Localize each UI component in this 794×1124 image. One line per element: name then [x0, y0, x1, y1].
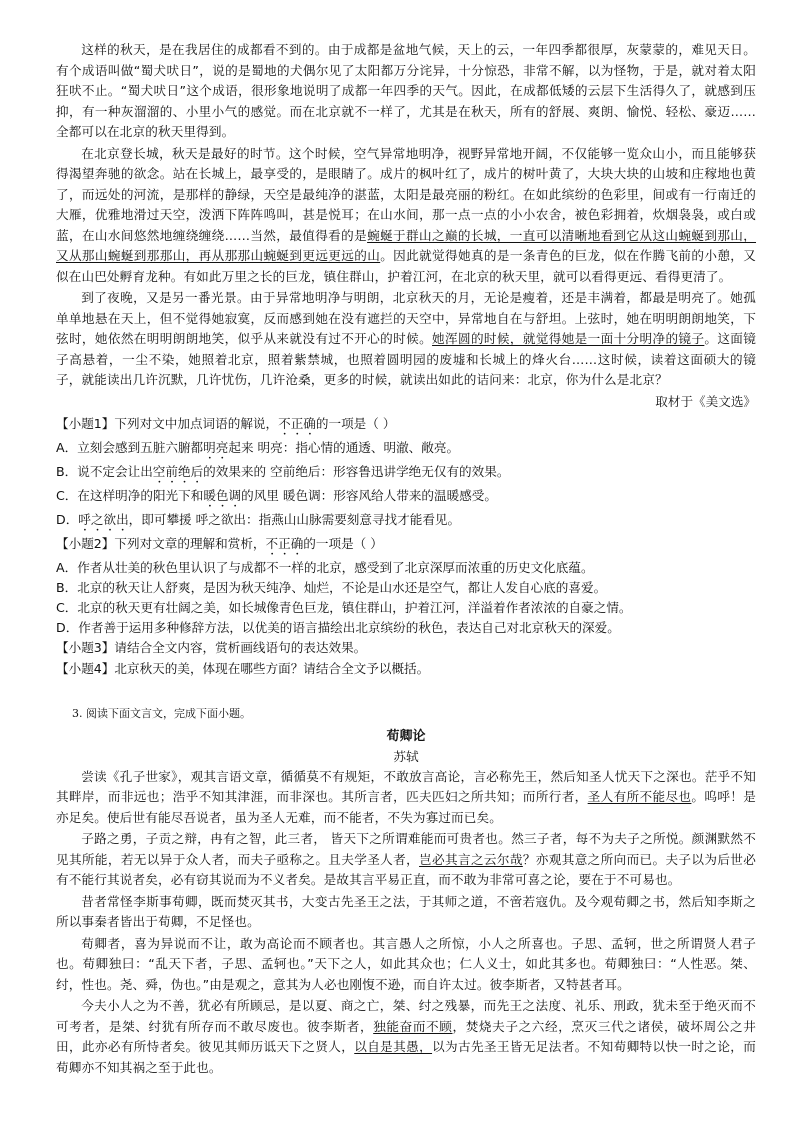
question-1-option-a	[56, 438, 756, 462]
classical-paragraph-5	[56, 996, 756, 1078]
paragraph-text: 子路之勇，子贡之辩，冉有之智，此三者， 皆天下之所谓难能而可贵者也。然三子者，每不为夫子之所悦。颜渊默然不见其所能，若无以异于众人者，而夫子亟称之。且夫学圣人者，	[56, 831, 756, 867]
classical-paragraph-1	[56, 767, 756, 829]
question-2-option-c: C．北京的秋天更有壮阔之美，如长城像青色巨龙，镇住群山，护着江河，洋溢着作者浓浓的自豪之情。	[56, 599, 632, 615]
section-3-heading: 3. 阅读下面文言文，完成下面小题。	[72, 706, 251, 720]
classical-paragraph-3: 昔者常怪李斯事荀卿，既而焚灭其书，大变古先圣王之法，于其师之道，不啻若寇仇。及今观荀卿之书，然后知李斯之所以事秦者皆出于荀卿，不足怪也。	[56, 893, 756, 930]
underlined-phrase: 岂必其言之云尔哉	[419, 851, 523, 867]
passage1-paragraph-2-text-a: 在北京登长城，秋天是最好的时节。这个时候，空气异常地明净，视野异常地开阔，不仅能够一览众山小，而且能够获得渴望奔驰的欲念。站在长城上，最享受的，是眼睛了。成片的枫叶红了，成片的树叶黄了，大块大块的山坡和庄稼地也黄了，而远处的河流，是那样的静绿，天空是最纯净的湛蓝，太阳是最亮丽的粉红。在如此缤纷的色彩里，间或有一行南迁的大雁，优雅地滑过天空，泼洒下阵阵鸣叫，甚是悦耳；在山水间，那一点一点的小小农舍，被色彩拥着，炊烟袅袅，或白或蓝，在山水间悠然地缠绕缠绕……当然，最值得看的是	[56, 145, 756, 243]
question-2-option-a: A．作者从壮美的秋色里认识了与成都不一样的北京，感受到了北京深厚而浓重的历史文化底蕴。	[56, 559, 594, 575]
paragraph-text: 今夫小人之为不善，犹必有所顾忌，是以夏、商之亡，桀、纣之残暴，而先王之法度、礼乐、刑政，犹未至于绝灭而不可考者，是桀、纣犹有所存而不敢尽废也。彼李斯者，	[56, 998, 756, 1034]
question-2-stem: 【小题2】下列对文章的理解和赏析，	[56, 535, 266, 551]
question-1	[56, 414, 756, 438]
question-1-option-d	[56, 510, 756, 534]
question-2-emphasis: 不正确	[265, 535, 304, 551]
option-text: 起来 明亮：指心情的通透、明澈、敞亮。	[228, 439, 460, 455]
passage1-paragraph-3-text-a: 到了夜晚，又是另一番光景。由于异常地明净与明朗，北京秋天的月，无论是瘦着，还是丰满着，都最是明亮了。她孤单单地悬在天上，但不觉得她寂寞，反而感到她在没有遮拦的天空中，异常地自在与舒坦。上弦时，她在明明朗朗地笑，下弦时，她依然在明明朗朗地笑，似乎从来就没有过不开心的时候。	[56, 290, 756, 346]
passage1-paragraph-1: 这样的秋天，是在我居住的成都看不到的。由于成都是盆地气候，天上的云，一年四季都很厚，灰蒙蒙的，难见天日。有个成语叫做“蜀犬吠日”，说的是蜀地的犬偶尔见了太阳都万分诧异，十分惊恐，非常不解，以为怪物，于是，就对着太阳狂吠不止。“蜀犬吠日”这个成语，很形象地说明了成都一年四季的天气。因此，在成都低矮的云层下生活得久了，就感到压抑，有一种灰溜溜的、小里小气的感觉。而在北京就不一样了，尤其是在秋天，所有的舒展、爽朗、愉悦、轻松、豪迈……全都可以在北京的秋天里得到。	[56, 42, 756, 139]
underlined-phrase: 独能奋而不顾	[373, 1018, 453, 1034]
paragraph-text: 。呜呼！是亦足矣。使后世有能尽吾说者，虽为圣人无难，而不能者，不失为寡过而已矣。	[56, 789, 757, 825]
question-2-option-b: B．北京的秋天让人舒爽，是因为秋天纯净、灿烂，不论是山水还是空气，都让人发自心底的喜爱。	[56, 579, 607, 595]
option-text: 的效果来的 空前绝后：形容鲁迅讲学绝无仅有的效果。	[203, 463, 510, 479]
classical-text-title: 荀卿论	[386, 728, 426, 744]
source-note: 取材于《美文选》	[655, 393, 756, 409]
question-4: 【小题4】北京秋天的美，体现在哪些方面？请结合全文予以概括。	[56, 660, 430, 676]
underlined-sentence-1: 蜿蜒于群山之巅的长城，一直可以清晰地看到它从这山蜿蜒到那山，又从那山蜿蜒到那那山，再从那那山蜿蜒到更远更远的山	[56, 227, 757, 263]
option-text: 的风里 暖色调：形容风给人带来的温暖感受。	[241, 487, 497, 503]
paragraph-text: ，焚烧夫子之六经，烹灭三代之诸侯，破坏周公之井田，此亦必有所恃者矣。彼见其师历诋天下之贤人，	[56, 1018, 756, 1055]
paragraph-text: 以为古先圣王皆无足法者。不知荀卿特以快一时之论，而荀卿亦不知其祸之至于此也。	[56, 1039, 757, 1075]
option-text: B．说不定会让出	[56, 463, 153, 479]
question-2-option-d: D．作者善于运用多种修辞方法，以优美的语言描绘出北京缤纷的秋色，表达自己对北京秋天的深爱。	[56, 620, 620, 636]
section-gap	[56, 679, 756, 705]
dotted-word: 呼之欲出	[78, 511, 129, 527]
question-2	[56, 534, 756, 558]
underlined-sentence-2: 她浑圆的时候，就觉得她是一面十分明净的镜子	[432, 331, 705, 346]
passage1-paragraph-3-text-b: 。这面镜子高悬着，一尘不染，她照着北京，照着紫禁城，也照着圆明园的废墟和长城上的烽火台……这时候，读着这面硕大的镜子，就能读出几许沉默，几许忧伤，几许沧桑，更多的时候，就读出如此的诘问来：北京，你为什么是北京？	[56, 331, 757, 387]
question-1-option-c	[56, 486, 756, 510]
option-text: ，即可攀援 呼之欲出：指燕山山脉需要刻意寻找才能看见。	[128, 511, 461, 527]
question-3: 【小题3】请结合全文内容，赏析画线语句的表达效果。	[56, 640, 367, 656]
paragraph-text: 尝读《孔子世家》，观其言语文章，循循莫不有规矩，不敢放言高论，言必称先王，然后知圣人忧天下之深也。茫乎不知其畔岸，而非远也；浩乎不知其津涯，而非深也。其所言者，匹夫匹妇之所共知；而所行者，	[56, 768, 756, 805]
question-1-option-b	[56, 462, 756, 486]
dotted-word: 空前绝后	[152, 463, 204, 479]
document-page	[56, 40, 756, 1079]
passage1-paragraph-2-text-b: 。因此就觉得她真的是一条青色的巨龙，似在作腾飞前的小憩，又似在山巴处孵育龙种。有如此万里之长的巨龙，镇住群山，护着江河，在北京的秋天里，就可以看得更远、看得更清了。	[56, 248, 757, 284]
dotted-word: 明亮	[203, 439, 229, 455]
dotted-word: 暖色调	[203, 487, 242, 503]
question-1-stem: 【小题1】下列对文中加点词语的解说，	[56, 415, 279, 431]
question-2-tail: 的一项是（ ）	[303, 535, 383, 551]
question-1-emphasis: 不正确	[278, 415, 316, 431]
option-text: C．在这样明净的阳光下和	[56, 487, 204, 503]
paragraph-text: ？亦观其意之所向而已。夫子以为后世必有不能行其说者矣，必有窃其说而为不义者矣。是故其言平易正直，而不敢为非常可喜之论，要在于不可易也。	[56, 851, 757, 888]
classical-text-author: 苏轼	[393, 748, 419, 764]
classical-paragraph-2	[56, 829, 756, 891]
option-text: A．立刻会感到五脏六腑都	[56, 439, 204, 455]
passage1-paragraph-3	[56, 288, 756, 391]
underlined-phrase: 以自是其愚，	[354, 1039, 433, 1055]
option-text: D．	[56, 511, 79, 527]
passage1-paragraph-2	[56, 144, 756, 288]
question-1-tail: 的一项是（ ）	[315, 415, 396, 431]
classical-paragraph-4: 荀卿者，喜为异说而不让，敢为高论而不顾者也。其言愚人之所惊，小人之所喜也。子思、孟轲，世之所谓贤人君子也。荀卿独曰：“乱天下者，子思、孟轲也。”天下之人，如此其众也；仁人义士，如此其多也。荀卿独曰：“人性恶。桀、纣，性也。尧、舜，伪也。”由是观之，意其为人必也刚愎不逊，而自许太过。彼李斯者，又特甚者耳。	[56, 935, 756, 992]
underlined-phrase: 圣人有所不能尽也	[587, 789, 692, 805]
